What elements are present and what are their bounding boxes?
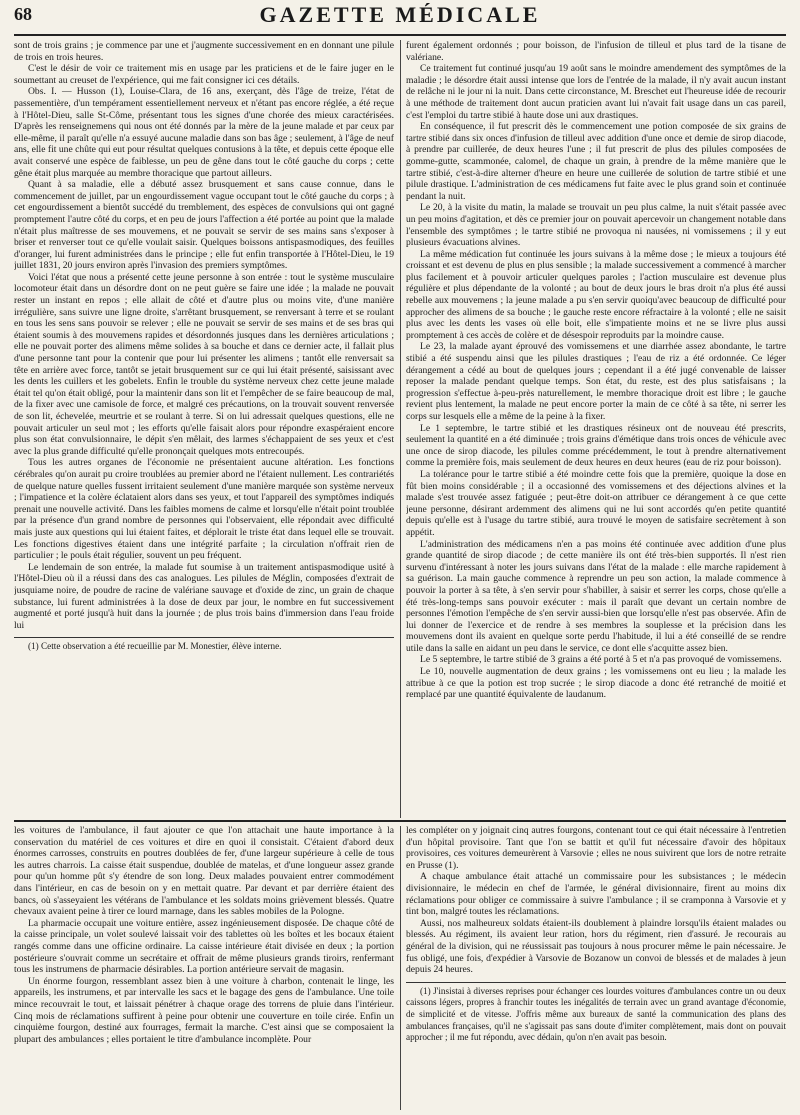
paragraph: Voici l'état que nous a présenté cette jeune personne à son entrée : tout le système musculaire locomoteur était dans un désordre dont on ne peut guère se faire une idée ; la malade ne pouvait rester un instant en repos ; elle allait de côté et d'autre plus ou moins vite, d'une manière irrégulière, sans suivre une ligne droite, s'arrêtant brusquement, se renversant à terre et se roulant en tous les sens sans pouvoir se relever ; elle ne pouvait se servir de ses mains et de ses bras qui étaient soumis à des mouvemens rapides et désordonnés jusques dans les dernières articulations ; elle ne pouvait porter des alimens même solides à sa bouche et dans ce dernier acte, il fallait plus d'une personne tant pour la contenir que pour lui présenter les alimens ; tantôt elle renversait sa tête en arrière avec force, tantôt se jetait brusquement sur ce qui lui était présenté, saisissant avec les dents les cuillers et les gobelets. Enfin le trouble du système nerveux chez cette jeune malade était tel qu'on était obligé, pour la maintenir dans son lit et l'empêcher de se faire beaucoup de mal, de la fixer avec une camisole de force, et malgré ces précautions, on la trouvait souvent renversée de son lit, échevelée, meurtrie et se roulant à terre. Si on lui adressait quelques questions, elle ne pouvait articuler un seul mot ; les efforts qu'elle faisait alors pour répondre exaspéraient encore plus son état convulsionnaire, le dépit s'en mêlait, des larmes s'échappaient de ses yeux et c'est avec la plus grande difficulté qu'elle prononçait quelques mots entrecoupés. [14, 271, 394, 457]
paragraph: Quant à sa maladie, elle a débuté assez brusquement et sans cause connue, dans le commencement de juillet, par un engourdissement vague occupant tout le côté gauche du corps ; à cet engourdissement a bientôt succédé du tremblement, des espèces de convulsions qui ont gagné promptement l'autre côté du corps, et en peu de jours l'affection a été portée au point que la malade n'était plus maîtresse de ses mouvemens, et ne pouvait se servir de ses mains sans s'exposer à briser et renverser tout ce qu'elle voulait saisir. Quelques boissons antispasmodiques, des feuilles d'oranger, lui furent administrées dans le principe ; elle fut enfin transportée à l'Hôtel-Dieu, le 19 juillet 1831, 20 jours environ après l'invasion des premiers symptômes. [14, 179, 394, 272]
paragraph: La tolérance pour le tartre stibié a été moindre cette fois que la première, quoique la dose en fût bien moins considérable ; il a occasionné des vomissemens et des déjections alvines et la malade s'est trouvée assez fatiguée ; peut-être doit-on attribuer ce dérangement à ce que cette jeune personne, désirant ardemment des alimens qui ne lui sont accordés qu'en petite quantité depuis qu'elle est à l'usage du tartre stibié, aura trouvé le moyen de satisfaire secrètement à son appétit. [406, 468, 786, 538]
column-rule [400, 826, 401, 1110]
footnote: (1) Cette observation a été recueillie par M. Monestier, élève interne. [28, 641, 282, 652]
newspaper-title: GAZETTE MÉDICALE [259, 2, 541, 27]
paragraph: Ce traitement fut continué jusqu'au 19 août sans le moindre amendement des symptômes de la maladie ; le désordre était aussi intense que lors de l'entrée de la malade, il n'y avait aucun instant de relâche ni le jour ni la nuit. Dans cette circonstance, M. Breschet eut l'heureuse idée de recourir à une méthode de traitement dont aucun praticien avant lui n'avait fait usage dans un cas pareil, c'est l'emploi du tartre stibié à haute dose uni aux drastiques. [406, 63, 786, 121]
paragraph: C'est le désir de voir ce traitement mis en usage par les praticiens et de le faire juger en le soumettant au creuset de l'expérience, qui me fait consigner ici ces détails. [14, 63, 394, 86]
top-right-column [406, 40, 786, 820]
page-number: 68 [14, 4, 32, 24]
paragraph: sont de trois grains ; je commence par une et j'augmente successivement en en donnant une pilule de trois en trois heures. [14, 40, 394, 63]
column-rule [400, 40, 401, 818]
top-article [14, 36, 786, 822]
footnote: (1) J'insistai à diverses reprises pour échanger ces lourdes voitures d'ambulances contre un ou deux caissons légers, propres à franchir toutes les inégalités de terrain avec un grand avantage d'économie, de simplicité et de vitesse. J'offris même aux bureaux de santé la communication des plans des ambulances françaises, qu'il ne s'agissait pas sans doute d'imiter complètement, mais dont on pouvait approcher ; il me fut répondu, avec dédain, qu'on n'en avait pas besoin. [406, 985, 786, 1043]
paragraph: Le 10, nouvelle augmentation de deux grains ; les vomissemens ont eu lieu ; la malade les attribue à ce que la potion est trop sucrée ; le sirop diacode a donc été retranché de moitié et remplacé par une quantité équivalente de laudanum. [406, 666, 786, 701]
footnote-divider [14, 637, 394, 638]
top-left-column [14, 40, 394, 820]
paragraph: La pharmacie occupait une voiture entière, assez ingénieusement disposée. De chaque côté de la caisse principale, un volet soulevé laissait voir des tablettes où les boîtes et les bocaux étaient rangés comme dans une officine ordinaire. La caisse intérieure était divisée en deux ; la portion postérieure s'ouvrait comme un secrétaire et offrait de même plusieurs grands tiroirs, renfermant tous les instrumens de pharmacie désirables. La portion antérieure servait de magasin. [14, 917, 394, 976]
paragraph: Un énorme fourgon, ressemblant assez bien à une voiture à charbon, contenait le linge, les appareils, les instrumens, et par intervalle les sacs et le bagage des gens de l'ambulance. Une toile mince recouvrait le tout, et laissait pénétrer à chaque orage des torrens de pluie dans l'intérieur. Cinq mois de réclamations suffirent à peine pour obtenir une couverture en toile cirée. Enfin un cinquième fourgon, destiné aux fourrages, fermait la marche. C'est ainsi que se composaient la plupart des ambulances ; elles portaient le titre d'ambulance incomplète. Pour [14, 975, 394, 1045]
paragraph: En conséquence, il fut prescrit dès le commencement une potion composée de six grains de tartre stibié dans six onces d'infusion de tilleul avec addition d'une once et demie de sirop diacode, à prendre par cuillerée, de deux heures l'une ; il fut prescrit de plus des pilules composées de gomme-gutte, scammonée, calomel, de chaque un grain, à prendre de la même manière que le tartre stibié, c'est-à-dire alterner d'heure en heure une cuillerée de solution de tartre stibié et une pilule drastique. L'administration de ces médicamens fut faite avec le plus grand soin et continuée pendant la nuit. [406, 121, 786, 202]
paragraph: Le lendemain de son entrée, la malade fut soumise à un traitement antispasmodique usité à l'Hôtel-Dieu où il a réussi dans des cas analogues. Les pilules de Méglin, composées d'extrait de jusquiame noire, de poudre de racine de valériane sauvage et d'oxide de zinc, un grain de chaque substance, lui furent administrées à la dose de deux par jour, le nombre en fut successivement augmenté et porté jusqu'à huit dans la journée ; de plus trois bains d'immersion dans l'eau froide lui [14, 561, 394, 631]
footnote-divider [406, 982, 786, 983]
bottom-article [14, 822, 786, 1112]
paragraph: Tous les autres organes de l'économie ne présentaient aucune altération. Les fonctions cérébrales qu'on aurait pu croire troublées au premier abord ne l'étaient nullement. Les contrariétés de quelque nature quelles fussent irritaient seulement d'une manière marquée son système nerveux ; l'impatience et la colère éclataient alors dans ses yeux, et tout l'appareil des symptômes indiqués prenait une nouvelle activité. Dans les faibles momens de calme et lorsqu'elle n'était point troublée par la présence d'un grand nombre de personnes qui l'observaient, elle répondait avec difficulté mais juste aux questions qui lui étaient faites, et déplorait le triste état dans lequel elle se trouvait. Les fonctions digestives étaient dans une intégrité parfaite ; la circulation n'offrait rien de particulier ; le pouls était régulier, souvent un peu fréquent. [14, 457, 394, 562]
masthead [14, 0, 786, 36]
paragraph: furent également ordonnés ; pour boisson, de l'infusion de tilleul et plus tard de la tisane de valériane. [406, 40, 786, 63]
paragraph: les compléter on y joignait cinq autres fourgons, contenant tout ce qui était nécessaire à l'entretien d'un hôpital provisoire. Tant que l'on se battit et qu'il fut nécessaire d'avoir des hôpitaux provisoires, ces voitures demeurèrent à Varsovie ; elles ne nous suivirent que lors de notre retraite en Prusse (1). [406, 825, 786, 871]
paragraph: Le 20, à la visite du matin, la malade se trouvait un peu plus calme, la nuit s'était passée avec un peu moins d'agitation, et dès ce premier jour on pouvait apercevoir un changement notable dans l'ensemble des symptômes ; le tartre stibié ne provoqua ni nausées, ni vomissemens ; il y eut plusieurs évacuations alvines. [406, 202, 786, 249]
paragraph: Le 5 septembre, le tartre stibié de 3 grains a été porté à 5 et n'a pas provoqué de vomissemens. [420, 654, 782, 666]
paragraph: Aussi, nos malheureux soldats étaient-ils doublement à plaindre lorsqu'ils étaient malades ou blessés. Au régiment, ils avaient leur ration, hors du régiment, rien d'assuré. Je recourais au général de la division, qui ne réussissait pas toujours à nous procurer même le pain nécessaire. Je fus obligé, une fois, d'expédier à Varsovie de Bozanow un convoi de blessés et de malades à jeun depuis 24 heures. [406, 917, 786, 976]
paragraph: Le 23, la malade ayant éprouvé des vomissemens et une diarrhée assez abondante, le tartre stibié a été suspendu ainsi que les pilules drastiques ; l'eau de riz a été ordonnée. Ce léger dérangement a cédé au bout de quelques jours ; cependant il a été jugé convenable de laisser reposer la malade pendant quelque temps. Son état, du reste, est des plus satisfaisans ; la progression s'effectue à-peu-près naturellement, le membre thoracique droit est libre ; le gauche revient plus lentement, la malade ne peut encore porter la main de ce côté à sa tête, ni serrer les corps sur lesquels elle a même de la peine à la fixer. [406, 341, 786, 422]
bottom-left-column [14, 825, 394, 1112]
paragraph: Obs. I. — Husson (1), Louise-Clara, de 16 ans, exerçant, dès l'âge de treize, l'état de passementière, d'un tempérament essentiellement nerveux et n'étant pas encore réglée, a été reçue à l'Hôtel-Dieu, salle St-Côme, présentant tous les signes d'une chorée des mieux caractérisées. D'après les renseignemens qui nous ont été donnés par la mère de la jeune malade et par ceux par elle-même, il paraît qu'elle n'a essuyé aucune maladie dans son bas âge ; seulement, à l'âge de neuf ans, elle fit une chûte qui eut pour résultat quelques contusions à la tête, et depuis cette époque elle avait conservé une espèce de faiblesse, un peu de gêne dans tout le côté gauche du corps ; cette gêne était plus marquée au membre thoracique que partout ailleurs. [14, 86, 394, 179]
paragraph: La même médication fut continuée les jours suivans à la même dose ; le mieux a toujours été croissant et est devenu de plus en plus sensible ; la malade successivement a commencé à marcher plus facilement et à pouvoir articuler quelques paroles ; l'action musculaire est devenue plus régulière et plus dépendante de la volonté ; au bout de deux jours le bras droit n'a plus été aussi rebelle aux mouvemens ; la jeune malade a pu s'en servir quoiqu'avec beaucoup de difficulté pour approcher des alimens de sa bouche ; le gauche reste encore réfractaire à la volonté ; elle ne saisit plus avec les dents les vases où elle boit, elle s'impatiente moins et ne se livre plus aussi promptement à ces accès de colère et de désespoir reproduits par la moindre cause. [406, 248, 786, 341]
paragraph: les voitures de l'ambulance, il faut ajouter ce que l'on attachait une haute importance à la conservation du matériel de ces voitures et dire en quoi il consistait. C'étaient d'abord deux énormes carrosses, construits en poutres doublées de fer, d'une largeur supérieure à celle de tous les autres charrois. La caisse était suspendue, doublée de matelas, et d'une longueur assez grande pour qu'un homme pût s'y étendre de son long. Deux malades pouvaient entrer commodément dans l'intérieur, en cas de besoin on y en mettait quatre. Par devant et par derrière étaient des bancs, où s'asseyaient les vétérans de l'ambulance et les soldats moins grièvement blessés. Quatre chevaux avaient peine à tirer ce lourd marnage, dans les sables mobiles de la Pologne. [14, 825, 394, 918]
paragraph: A chaque ambulance était attaché un commissaire pour les subsistances ; le médecin divisionnaire, le médecin en chef de l'armée, le général divisionnaire, firent au moins dix réclamations pour obliger ce commissaire à suivre l'ambulance ; il se cramponna à Varsovie et y tint bon, malgré toutes les réclamations. [406, 871, 786, 918]
bottom-right-column [406, 825, 786, 1112]
paragraph: Le 1 septembre, le tartre stibié et les drastiques résineux ont de nouveau été prescrits, seulement la quantité en a été diminuée ; trois grains d'émétique dans trois onces de véhicule avec une once de sirop diacode, les pilules comme précédemment, le tout à prendre alternativement comme la première fois, mais seulement de deux heures en deux heures (eau de riz pour boisson). [406, 422, 786, 469]
paragraph: L'administration des médicamens n'en a pas moins été continuée avec addition d'une plus grande quantité de sirop diacode ; de cette manière ils ont été très-bien supportés. Il n'est rien survenu d'intéressant à noter les jours suivans dans l'état de la malade : elle marche rapidement à sa guérison. La main gauche commence à reprendre un peu son action, la malade commence à pouvoir la porter à sa tête, à s'en servir pour s'habiller, à saisir et serrer les corps, chose qu'elle a été très-long-temps sans pouvoir exécuter : mais il paraît que devant un certain nombre de personnes l'émotion l'empêche de s'en servir aussi-bien que lorsqu'elle n'est pas observée. Afin de lui donner de l'exercice et de rendre à ses membres la souplesse et la précision dans les mouvemens dont ils avaient en quelque sorte perdu l'habitude, il lui a été conseillé de se rendre utile dans la salle en aidant un peu dans le service, ce dont elle s'acquitte assez bien. [406, 538, 786, 654]
